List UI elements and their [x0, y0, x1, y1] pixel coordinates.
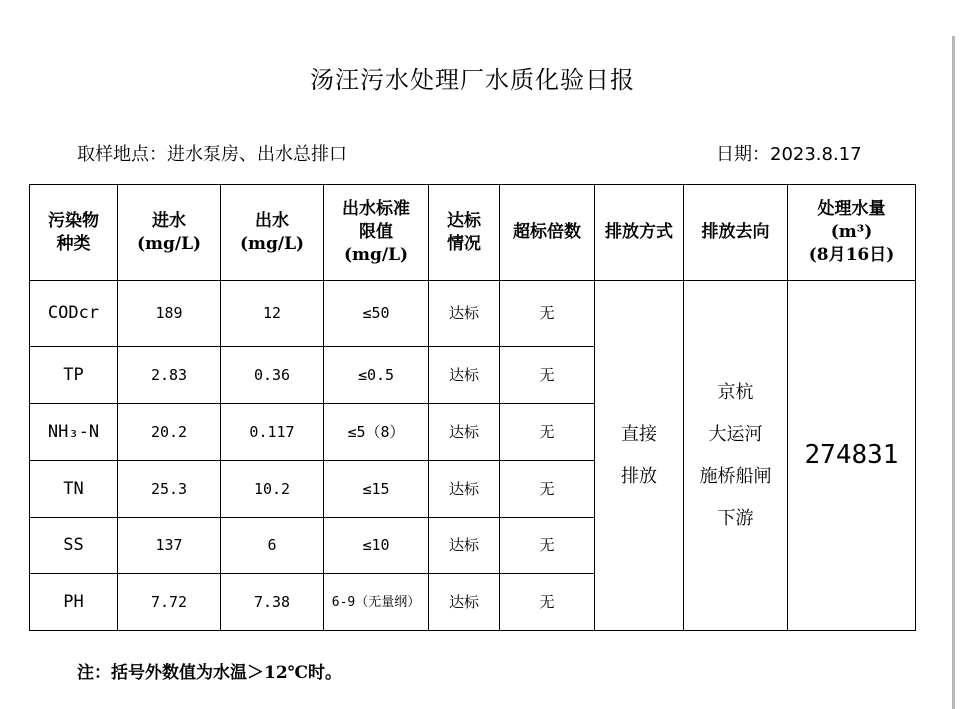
limit-cell: ≤10	[324, 518, 429, 574]
exceed-cell: 无	[500, 461, 595, 518]
influent-cell: 25.3	[118, 461, 221, 518]
pollutant-cell: SS	[30, 518, 118, 574]
influent-cell: 189	[118, 281, 221, 347]
influent-cell: 137	[118, 518, 221, 574]
header-effluent: 出水 (mg/L)	[221, 185, 324, 281]
compliance-cell: 达标	[429, 461, 500, 518]
effluent-cell: 0.36	[221, 347, 324, 404]
pollutant-cell: TN	[30, 461, 118, 518]
discharge-method-cell: 直接 排放	[595, 281, 684, 631]
effluent-cell: 6	[221, 518, 324, 574]
effluent-cell: 0.117	[221, 404, 324, 461]
header-influent: 进水 (mg/L)	[118, 185, 221, 281]
limit-cell: ≤15	[324, 461, 429, 518]
header-row	[30, 185, 916, 281]
report-date: 日期：2023.8.17	[716, 144, 862, 165]
compliance-cell: 达标	[429, 281, 500, 347]
limit-cell: ≤0.5	[324, 347, 429, 404]
compliance-cell: 达标	[429, 347, 500, 404]
limit-cell: ≤5（8）	[324, 404, 429, 461]
header-pollutant: 污染物 种类	[30, 185, 118, 281]
header-limit: 出水标准 限值 (mg/L)	[324, 185, 429, 281]
pollutant-cell: NH₃-N	[30, 404, 118, 461]
pollutant-cell: TP	[30, 347, 118, 404]
header-discharge-dest: 排放去向	[684, 185, 788, 281]
exceed-cell: 无	[500, 574, 595, 631]
effluent-cell: 12	[221, 281, 324, 347]
compliance-cell: 达标	[429, 518, 500, 574]
effluent-cell: 10.2	[221, 461, 324, 518]
header-compliance: 达标 情况	[429, 185, 500, 281]
exceed-cell: 无	[500, 518, 595, 574]
influent-cell: 7.72	[118, 574, 221, 631]
discharge-dest-cell: 京杭 大运河 施桥船闸 下游	[684, 281, 788, 631]
header-volume: 处理水量 (m³) (8月16日)	[788, 185, 916, 281]
page-edge	[952, 36, 955, 709]
pollutant-cell: CODcr	[30, 281, 118, 347]
effluent-cell: 7.38	[221, 574, 324, 631]
pollutant-cell: PH	[30, 574, 118, 631]
sampling-location: 取样地点：进水泵房、出水总排口	[77, 144, 347, 165]
exceed-cell: 无	[500, 347, 595, 404]
influent-cell: 20.2	[118, 404, 221, 461]
exceed-cell: 无	[500, 404, 595, 461]
exceed-cell: 无	[500, 281, 595, 347]
water-quality-table	[29, 184, 916, 631]
footnote: 注：括号外数值为水温＞12℃时。	[77, 663, 343, 683]
header-discharge-method: 排放方式	[595, 185, 684, 281]
limit-cell: 6-9（无量纲）	[324, 574, 429, 631]
influent-cell: 2.83	[118, 347, 221, 404]
compliance-cell: 达标	[429, 574, 500, 631]
header-exceed: 超标倍数	[500, 185, 595, 281]
volume-cell: 274831	[788, 281, 916, 631]
compliance-cell: 达标	[429, 404, 500, 461]
report-title: 汤汪污水处理厂水质化验日报	[310, 66, 635, 94]
table-row	[30, 281, 916, 347]
limit-cell: ≤50	[324, 281, 429, 347]
